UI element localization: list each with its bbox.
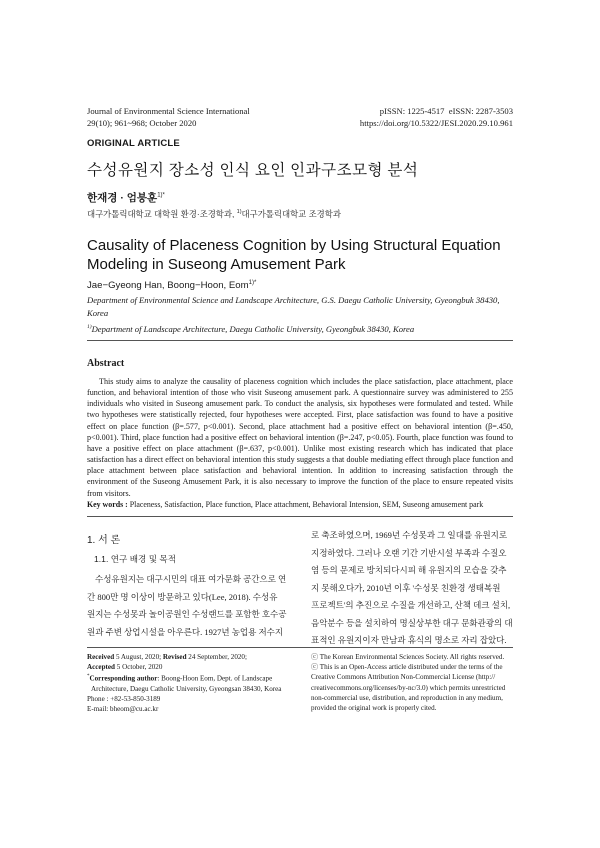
corresponding-label: Corresponding author bbox=[89, 674, 158, 683]
english-affiliation-2-mark: 1) bbox=[87, 324, 92, 331]
korean-affiliation-b: 대구가톨릭대학교 조경학과 bbox=[241, 209, 341, 219]
footnote-article-info bbox=[87, 652, 292, 715]
korean-authors bbox=[87, 190, 165, 205]
keywords bbox=[87, 500, 517, 509]
korean-author-mark: 1)* bbox=[157, 192, 165, 199]
journal-header-left bbox=[87, 106, 250, 129]
body-column-right bbox=[311, 527, 511, 650]
body-line: 표적인 유원지이자 만남과 휴식의 명소로 자리 잡았다. bbox=[311, 635, 507, 645]
article-type-label: ORIGINAL ARTICLE bbox=[87, 138, 180, 149]
license-line: ⓒ The Korean Environmental Sciences Society. All rights reserved. bbox=[311, 653, 505, 661]
license-line: non-commercial use, distribution, and reproduction in any medium, bbox=[311, 693, 503, 702]
corresponding-mark: * bbox=[87, 674, 90, 680]
body-line: 지정하였다. 그러나 오랜 기간 기반시설 부족과 수질오 bbox=[311, 547, 507, 558]
section-heading-introduction: 1. 서 론 bbox=[87, 535, 121, 546]
english-affiliation-1: Department of Environmental Science and Landscape Architecture, G.S. Daegu Catholic University, Gyeongbuk 38430, Korea bbox=[87, 295, 500, 318]
corresponding-text: : Boong-Hoon Eom, Dept. of Landscape bbox=[157, 674, 273, 683]
footnote-corresponding-line bbox=[87, 672, 292, 684]
english-authors bbox=[87, 280, 256, 291]
license-line: provided the original work is properly cited. bbox=[311, 704, 437, 713]
keywords-divider bbox=[87, 516, 513, 517]
journal-name: Journal of Environmental Science International bbox=[87, 106, 250, 116]
korean-title: 수성유원지 장소성 인식 요인 인과구조모형 분석 bbox=[87, 162, 419, 179]
footnote-address: Architecture, Daegu Catholic University, Gyeongsan 38430, Korea bbox=[91, 684, 282, 693]
body-line: 지 못해오다가, 2010년 이후 '수성못 친환경 생태복원 bbox=[311, 582, 501, 593]
journal-volume-pages: 29(10); 961~968; October 2020 bbox=[87, 117, 197, 128]
english-affiliation-2 bbox=[87, 321, 517, 335]
footnote-accepted-line bbox=[87, 662, 292, 672]
body-line: 로 축조하였으며, 1969년 수성못과 그 일대를 유원지로 bbox=[311, 530, 508, 540]
subsection-heading-background: 1.1. 연구 배경 및 목적 bbox=[94, 554, 176, 564]
body-column-left bbox=[87, 571, 287, 641]
english-author-names: Jae−Gyeong Han, Boong−Hoon, Eom bbox=[87, 280, 249, 292]
korean-affiliation-a: 대구가톨릭대학교 대학원 환경·조경학과, bbox=[87, 209, 237, 219]
doi-link[interactable]: https://doi.org/10.5322/JESI.2020.29.10.961 bbox=[359, 117, 513, 128]
keywords-text: Placeness, Satisfaction, Place function, Place attachment, Behavioral Intension, SEM, Suseong amusement park bbox=[129, 500, 484, 509]
journal-header-right bbox=[360, 106, 513, 129]
footnote-phone: Phone : +82-53-850-3189 bbox=[87, 695, 161, 704]
accepted-label: Accepted bbox=[87, 663, 115, 672]
body-line: 음악분수 등을 설치하여 명실상부한 대구 문화관광의 대 bbox=[311, 617, 513, 628]
journal-issn: pISSN: 1225-4517 eISSN: 2287-3503 bbox=[379, 106, 513, 116]
abstract-text: This study aims to analyze the causality of placeness cognition which includes the place satisfaction, place attachment, place function, and behavioral intention of those who visit Suseong amusement park. A questionnaire survey was administered to 255 individuals who visited in Suseong amusement park. To conduct the analysis, six hypotheses were formulated and tested. While two hypotheses were statistically rejected, four hypotheses were accepted. First, place satisfaction was found to have a positive effect on place function (β=.577, p<0.001). Second, place attachment had a positive effect on behavioral intention (β=.450, p<0.001). Third, place function had a positive effect on behavioral intention (β=.247, p<0.05). Fourth, place function was found to have a positive effect on place attachment (β=.637, p<0.001). Unlike most existing research which has indicated that place satisfaction has a direct effect on behavioral intention this study suggests a that double mediating effect through place function and place attachment between place satisfaction and behavioral intention. In addition to increasing satisfaction through the environment of the Suseong Amusement Park, it is also necessary to improve the function of the place to ensure repeated visits from visitors. bbox=[87, 377, 513, 498]
english-affiliations bbox=[87, 294, 517, 336]
body-line: 원과 주변 상업시설을 아우른다. 1927년 농업용 저수지 bbox=[87, 626, 284, 637]
license-line: creativecommons.org/licenses/by-nc/3.0) which permits unrestricted bbox=[311, 683, 506, 692]
abstract-heading: Abstract bbox=[87, 358, 125, 369]
footnote-license bbox=[311, 652, 516, 713]
korean-affiliation-mark: 1) bbox=[236, 209, 242, 216]
footnote-email[interactable]: E-mail: bheom@cu.ac.kr bbox=[87, 705, 159, 714]
top-divider bbox=[87, 340, 513, 341]
english-affiliation-2-text: Department of Landscape Architecture, Daegu Catholic University, Gyeongbuk 38430, Korea bbox=[91, 324, 415, 335]
received-label: Received bbox=[87, 653, 115, 661]
revised-date: 24 September, 2020; bbox=[186, 653, 247, 661]
body-line: 원지는 수성못과 놀이공원인 수성랜드를 포함한 호수공 bbox=[87, 609, 287, 619]
footnote-dates-line bbox=[87, 652, 292, 662]
body-line: 염 등의 문제로 방치되다시피 해 유원지의 모습을 갖추 bbox=[311, 565, 507, 575]
korean-affiliation bbox=[87, 208, 341, 220]
body-line: 수성유원지는 대구시민의 대표 여가문화 공간으로 연 bbox=[95, 574, 287, 584]
license-line: ⓒ This is an Open-Access article distributed under the terms of the bbox=[311, 663, 503, 672]
received-date: 5 August, 2020; bbox=[114, 653, 163, 661]
accepted-date: 5 October, 2020 bbox=[114, 663, 163, 672]
license-line: Creative Commons Attribution Non-Commercial License (http:// bbox=[311, 673, 496, 682]
english-title: Causality of Placeness Cognition by Using Structural Equation Modeling in Suseong Amusement Park bbox=[87, 237, 501, 273]
revised-label: Revised bbox=[162, 653, 187, 661]
korean-author-names: 한재경 · 엄붕훈 bbox=[87, 192, 158, 204]
keywords-label: Key words : bbox=[87, 500, 130, 509]
body-line: 프로젝트'의 추진으로 수질을 개선하고, 산책 데크 설치, bbox=[311, 600, 511, 610]
english-author-mark: 1)* bbox=[248, 280, 257, 286]
body-line: 간 800만 명 이상이 방문하고 있다(Lee, 2018). 수성유 bbox=[87, 591, 278, 602]
footnote-divider bbox=[87, 647, 513, 648]
